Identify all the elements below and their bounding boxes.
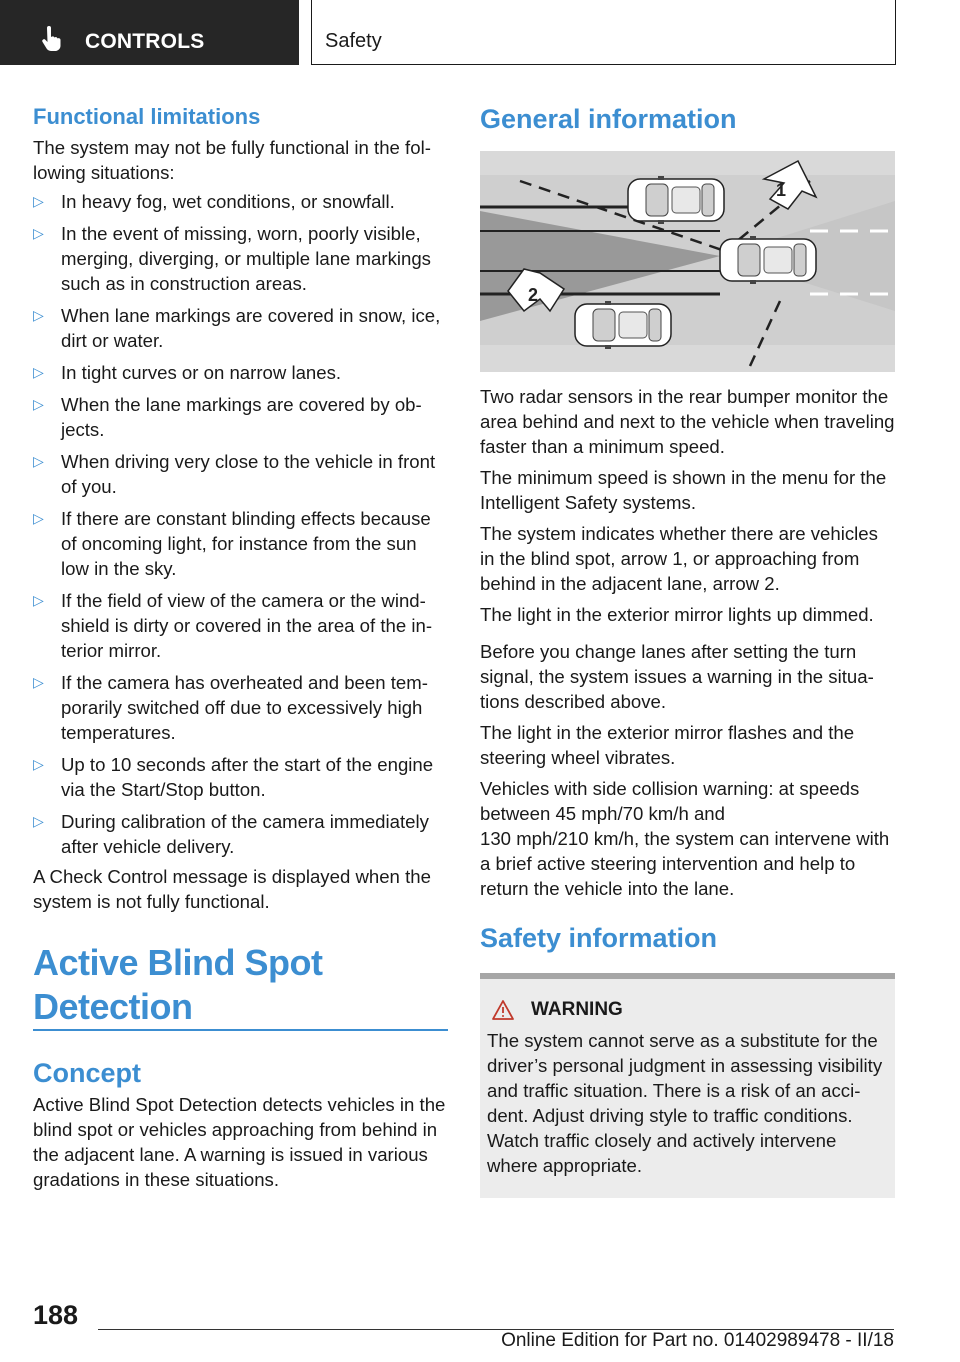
warning-box xyxy=(480,973,895,1198)
limitation-text: If the camera has overheated and been temporarily switched off due to excessively high temperatures. xyxy=(61,672,428,743)
limitation-text: In the event of missing, worn, poorly visible, merging, diverging, or multiple lane markings such as in construction areas. xyxy=(61,223,431,294)
edition-note: Online Edition for Part no. 01402989478 - II/18 xyxy=(501,1330,894,1351)
paragraph: The minimum speed is shown in the menu for the Intelligent Safety systems. xyxy=(480,467,887,513)
right-column xyxy=(480,102,895,1198)
limitation-item xyxy=(33,670,448,745)
limitation-text: When lane markings are covered in snow, ice, dirt or water. xyxy=(61,305,441,351)
limitation-text: When the lane markings are covered by objects. xyxy=(61,394,422,440)
triangle-bullet-icon: ▷ xyxy=(33,756,44,772)
limitation-item xyxy=(33,221,448,296)
warning-text: The system cannot serve as a substitute for the driver’s personal judgment in assessing visibility and traffic situation. There is a risk of an accident. Adjust driving style to traffic conditions. Watch traffic closely and actively intervene where appropriate. xyxy=(487,1030,883,1176)
triangle-bullet-icon: ▷ xyxy=(33,307,44,323)
concept-heading: Concept xyxy=(33,1058,141,1088)
hand-pointer-icon xyxy=(40,26,62,52)
limitation-text: If the field of view of the camera or the windshield is dirty or covered in the area of the interior mirror. xyxy=(61,590,433,661)
triangle-bullet-icon: ▷ xyxy=(33,193,44,209)
paragraph: The system indicates whether there are vehicles in the blind spot, arrow 1, or approaching from behind in the adjacent lane, arrow 2. xyxy=(480,523,878,594)
paragraph: Before you change lanes after setting the turn signal, the system issues a warning in the situations described above. xyxy=(480,641,874,712)
triangle-bullet-icon: ▷ xyxy=(33,396,44,412)
limitation-item xyxy=(33,303,448,353)
vehicle-approaching xyxy=(575,301,671,349)
vehicle-blind-spot xyxy=(628,176,724,224)
limitation-text: In tight curves or on narrow lanes. xyxy=(61,362,342,383)
limitation-item xyxy=(33,809,448,859)
paragraph: Vehicles with side collision warning: at speeds between 45 mph/70 km/h and 130 mph/210 km/h, the system can intervene with a brief active steering intervention and help to return the vehicle into the lane. xyxy=(480,778,890,899)
general-information-text xyxy=(480,384,895,627)
arrow-2-label: 2 xyxy=(528,285,539,305)
main-heading: Active Blind Spot Detection xyxy=(33,942,323,1027)
arrow-1-label: 1 xyxy=(776,180,787,200)
limitation-item xyxy=(33,189,448,214)
triangle-bullet-icon: ▷ xyxy=(33,364,44,380)
section-label: Safety xyxy=(325,30,382,52)
road-diagram xyxy=(480,151,895,372)
limitation-item xyxy=(33,392,448,442)
limitation-text: During calibration of the camera immediately after vehicle delivery. xyxy=(61,811,429,857)
section-header xyxy=(311,0,896,65)
safety-information-heading: Safety information xyxy=(480,923,718,953)
left-column xyxy=(33,102,448,1192)
functional-limitations-intro: The system may not be fully functional in the following situations: xyxy=(33,137,431,183)
triangle-bullet-icon: ▷ xyxy=(33,510,44,526)
limitation-item xyxy=(33,588,448,663)
triangle-bullet-icon: ▷ xyxy=(33,813,44,829)
blind-spot-illustration xyxy=(480,151,895,372)
limitation-text: When driving very close to the vehicle in front of you. xyxy=(61,451,436,497)
limitation-text: If there are constant blinding effects because of oncoming light, for instance from the sun low in the sky. xyxy=(61,508,431,579)
limitation-item xyxy=(33,360,448,385)
ego-vehicle xyxy=(720,236,816,284)
chapter-tab xyxy=(0,0,299,65)
general-information-heading: General information xyxy=(480,104,737,134)
limitation-item xyxy=(33,752,448,802)
limitation-item xyxy=(33,449,448,499)
limitation-text: Up to 10 seconds after the start of the engine via the Start/Stop button. xyxy=(61,754,434,800)
warning-triangle-icon xyxy=(492,1000,514,1020)
heading-rule xyxy=(33,1029,448,1031)
concept-text: Active Blind Spot Detection detects vehicles in the blind spot or vehicles approaching from behind in the adjacent lane. A warning is issued in various gradations in these situations. xyxy=(33,1094,446,1190)
chapter-label: CONTROLS xyxy=(85,30,205,53)
warning-header xyxy=(492,997,888,1022)
triangle-bullet-icon: ▷ xyxy=(33,674,44,690)
functional-limitations-heading: Functional limitations xyxy=(33,104,261,129)
paragraph: Two radar sensors in the rear bumper monitor the area behind and next to the vehicle when traveling faster than a minimum speed. xyxy=(480,386,895,457)
limitation-text: In heavy fog, wet conditions, or snowfall. xyxy=(61,191,395,212)
triangle-bullet-icon: ▷ xyxy=(33,453,44,469)
warning-label: WARNING xyxy=(531,999,623,1020)
paragraph: The light in the exterior mirror lights up dimmed. xyxy=(480,604,874,625)
functional-limitations-outro: A Check Control message is displayed when the system is not fully functional. xyxy=(33,866,431,912)
triangle-bullet-icon: ▷ xyxy=(33,592,44,608)
limitation-item xyxy=(33,506,448,581)
limitations-list xyxy=(33,189,448,859)
triangle-bullet-icon: ▷ xyxy=(33,225,44,241)
general-information-text-2 xyxy=(480,639,895,901)
page-number: 188 xyxy=(33,1300,79,1330)
paragraph: The light in the exterior mirror flashes and the steering wheel vibrates. xyxy=(480,722,855,768)
